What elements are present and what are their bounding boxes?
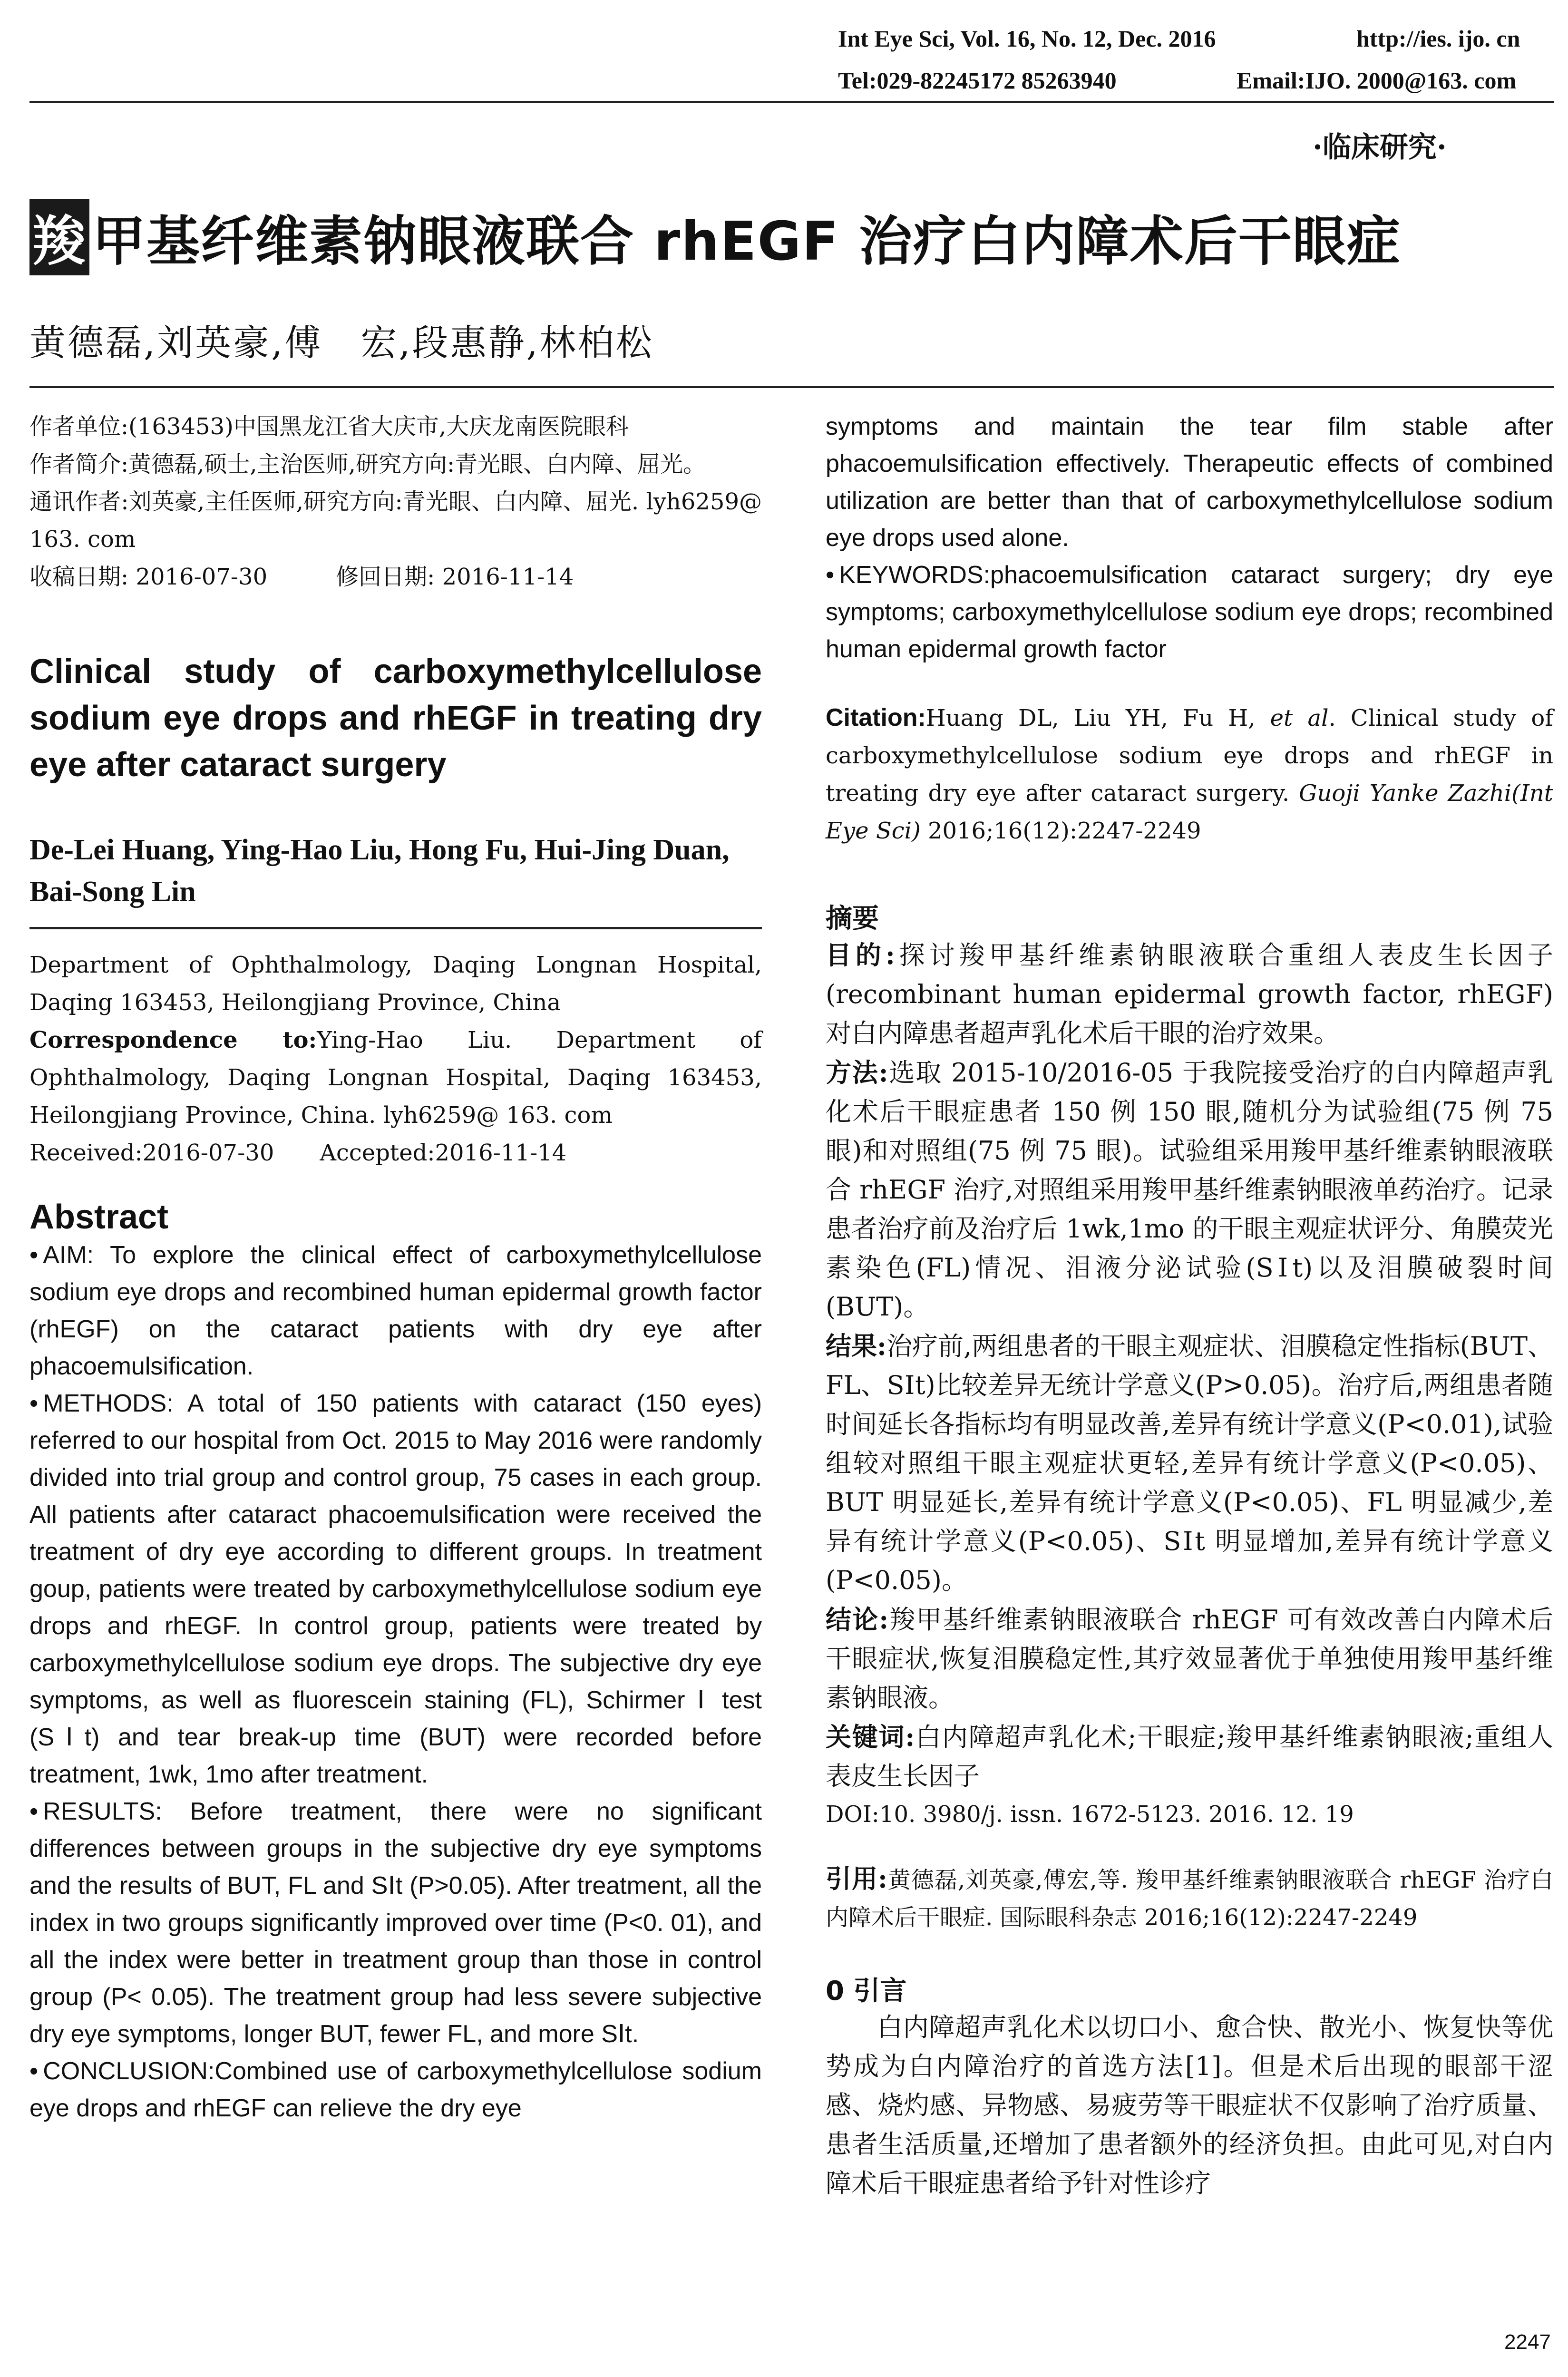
authors-en: De-Lei Huang, Ying-Hao Liu, Hong Fu, Hui-Jing Duan, Bai-Song Lin <box>29 834 730 908</box>
title-rule <box>29 386 1554 388</box>
conclusion-continued: symptoms and maintain the tear film stable after phacoemulsification effectively. Therapeutic effects of combined utilization are better than that of carboxymethylcellulose sodium eye drops used alone. <box>826 413 1553 552</box>
received-accepted-en: Received:2016-07-30 Accepted:2016-11-14 <box>29 1140 567 1166</box>
bullet-icon: • <box>29 1798 39 1825</box>
intro-section <box>826 1970 1553 2203</box>
correspondence-label: Correspondence to: <box>29 1027 317 1053</box>
zh-aim-text: 探讨羧甲基纤维素钠眼液联合重组人表皮生长因子(recombinant human epidermal growth factor, rhEGF)对白内障患者超声乳化术后干眼的治疗效果。 <box>826 940 1554 1048</box>
methods-text: A total of 150 patients with cataract (150 eyes) referred to our hospital from Oct. 2015 to May 2016 were randomly divided into trial group and control group, 75 cases in each group. All patients after cataract phacoemulsification were received the treatment of dry eye according to different groups. In treatment goup, patients were treated by carboxymethylcellulose sodium eye drops and rhEGF. In control group, patients were treated by carboxymethylcellulose sodium eye drops. The subjective dry eye symptoms, as well as fluorescein staining (FL), Schirmer Ⅰ test (SⅠt) and tear break-up time (BUT) were recorded before treatment, 1wk, 1mo after treatment. <box>29 1390 762 1788</box>
affiliation-block <box>29 408 762 596</box>
aim-text: To explore the clinical effect of carboxymethylcellulose sodium eye drops and recombined human epidermal growth factor (rhEGF) on the cataract patients with dry eye after phacoemulsification. <box>29 1241 762 1380</box>
citation-volume: 2016;16(12):2247-2249 <box>927 818 1201 844</box>
doi: DOI:10. 3980/j. issn. 1672-5123. 2016. 12. 19 <box>826 1801 1354 1828</box>
abstract-conclusion <box>29 2053 762 2127</box>
bullet-icon: • <box>826 561 835 589</box>
zh-results-text: 治疗前,两组患者的干眼主观症状、泪膜稳定性指标(BUT、FL、SⅠt)比较差异无统计学意义(P>0.05)。治疗后,两组患者随时间延长各指标均有明显改善,差异有统计学意义(P<0.01),试验组较对照组干眼主观症状更轻,差异有统计学意义(P<0.05)、BUT 明显延长,差异有统计学意义(P<0.05)、FL 明显减少,差异有统计学意义(P<0.05)、SⅠt 明显增加,差异有统计学意义(P<0.05)。 <box>826 1331 1553 1595</box>
title-en-block <box>29 648 762 788</box>
affiliation-line: 作者单位:(163453)中国黑龙江省大庆市,大庆龙南医院眼科 <box>29 413 629 440</box>
conclusion-text-col1: Combined use of carboxymethylcellulose sodium eye drops and rhEGF can relieve the dry eye <box>29 2057 762 2122</box>
received-dates-zh: 收稿日期: 2016-07-30 修回日期: 2016-11-14 <box>29 564 574 590</box>
page-number: 2247 <box>1504 2330 1551 2354</box>
department-en: Department of Ophthalmology, Daqing Longnan Hospital, Daqing 163453, Heilongjiang Province, China <box>29 952 762 1016</box>
abstract-en <box>29 1198 762 2127</box>
zh-methods-text: 选取 2015-10/2016-05 于我院接受治疗的白内障超声乳化术后干眼症患者 150 例 150 眼,随机分为试验组(75 例 75 眼)和对照组(75 例 75 眼)。试验组采用羧甲基纤维素钠眼液联合 rhEGF 治疗,对照组采用羧甲基纤维素钠眼液单药治疗。记录患者治疗前及治疗后 1wk,1mo 的干眼主观症状评分、角膜荧光素染色(FL)情况、泪液分泌试验(SⅠt)以及泪膜破裂时间(BUT)。 <box>826 1058 1554 1322</box>
authors-rule <box>29 927 762 929</box>
conclusion-label: CONCLUSION: <box>43 2057 215 2085</box>
zh-aim-label: 目的: <box>826 940 895 970</box>
zh-citation-text: 黄德磊,刘英豪,傅宏,等. 羧甲基纤维素钠眼液联合 rhEGF 治疗白内障术后干眼症. 国际眼科杂志 2016;16(12):2247-2249 <box>826 1867 1553 1931</box>
citation-authors: Huang DL, Liu YH, Fu H, <box>925 705 1256 731</box>
zh-methods <box>826 1053 1553 1326</box>
zh-aim <box>826 935 1553 1053</box>
abstract-zh-heading: 摘要 <box>826 903 879 934</box>
abstract-methods <box>29 1385 762 1793</box>
title-zh-rest: 甲基纤维素钠眼液联合 rhEGF 治疗白内障术后干眼症 <box>92 211 1401 273</box>
intro-heading: 0 引言 <box>826 1976 907 2007</box>
header-rule <box>29 101 1554 103</box>
corresponding-author: 通讯作者:刘英豪,主任医师,研究方向:青光眼、白内障、屈光. lyh6259@ 163. com <box>29 488 762 553</box>
results-label: RESULTS: <box>43 1798 162 1825</box>
citation-etal: et al <box>1270 705 1329 731</box>
zh-methods-label: 方法: <box>826 1057 888 1088</box>
zh-conclusion <box>826 1600 1553 1717</box>
journal-url: http://ies. ijo. cn <box>1356 25 1520 52</box>
correspondence-en <box>29 1022 762 1134</box>
intro-text: 白内障超声乳化术以切口小、愈合快、散光小、恢复快等优势成为白内障治疗的首选方法[1]。但是术后出现的眼部干涩感、烧灼感、异物感、易疲劳等干眼症状不仅影响了治疗质量、患者生活质量,还增加了患者额外的经济负担。由此可见,对白内障术后干眼症患者给予针对性诊疗 <box>826 2012 1553 2198</box>
citation-journal: Guoji Yanke Zazhi(Int Eye Sci) <box>826 780 1553 844</box>
section-tag: ·临床研究· <box>1313 131 1447 164</box>
zh-results-label: 结果: <box>826 1331 886 1361</box>
journal-email: Email:IJO. 2000@163. com <box>1237 67 1517 94</box>
zh-conclusion-text: 羧甲基纤维素钠眼液联合 rhEGF 可有效改善白内障术后干眼症状,恢复泪膜稳定性,其疗效显著优于单独使用羧甲基纤维素钠眼液。 <box>826 1605 1553 1713</box>
journal-tel: Tel:029-82245172 85263940 <box>838 67 1117 94</box>
citation-en <box>826 699 1553 850</box>
title-zh-first-char: 羧 <box>29 199 89 275</box>
authors-zh: 黄德磊,刘英豪,傅 宏,段惠静,林柏松 <box>29 321 654 364</box>
title-zh <box>29 199 1401 275</box>
title-en: Clinical study of carboxymethylcellulose sodium eye drops and rhEGF in treating dry eye after cataract surgery <box>29 653 762 784</box>
correspondence-text: Ying-Hao Liu. Department of Ophthalmology, Daqing Longnan Hospital, Daqing 163453, Heilongjiang Province, China. lyh6259@ 163. com <box>29 1027 762 1129</box>
citation-label: Citation: <box>826 704 926 731</box>
zh-results <box>826 1326 1553 1600</box>
right-column <box>826 408 1553 2203</box>
department-block <box>29 946 762 1172</box>
citation-title: . Clinical study of carboxymethylcellulose sodium eye drops and rhEGF in treating dry eye after cataract surgery. <box>826 705 1554 807</box>
zh-keywords-text: 白内障超声乳化术;干眼症;羧甲基纤维素钠眼液;重组人表皮生长因子 <box>826 1722 1554 1791</box>
left-column <box>29 408 762 2127</box>
zh-keywords <box>826 1717 1553 1796</box>
abstract-results <box>29 1793 762 2053</box>
bullet-icon: • <box>29 2057 39 2085</box>
abstract-heading: Abstract <box>29 1198 169 1236</box>
methods-label: METHODS: <box>43 1390 174 1417</box>
keywords-label: KEYWORDS: <box>839 561 991 589</box>
zh-conclusion-label: 结论: <box>826 1604 889 1635</box>
keywords-text: phacoemulsification cataract surgery; dry eye symptoms; carboxymethylcellulose sodium eye drops; recombined human epidermal growth factor <box>826 561 1553 663</box>
aim-label: AIM: <box>43 1241 94 1269</box>
abstract-keywords <box>826 556 1553 668</box>
zh-citation-label: 引用: <box>826 1863 887 1894</box>
bullet-icon: • <box>29 1241 39 1269</box>
bullet-icon: • <box>29 1390 39 1417</box>
citation-block <box>826 699 1553 850</box>
results-text: Before treatment, there were no significant differences between groups in the subjective dry eye symptoms and the results of BUT, FL and SⅠt (P>0.05). After treatment, all the index in two groups significantly improved over time (P<0. 01), and all the index were better in treatment group than those in control group (P< 0.05). The treatment group had less severe subjective dry eye symptoms, longer BUT, fewer FL, and more SⅠt. <box>29 1798 762 2048</box>
journal-volume-line: Int Eye Sci, Vol. 16, No. 12, Dec. 2016 <box>838 25 1216 52</box>
authors-en-block <box>29 829 762 913</box>
abstract-aim <box>29 1237 762 1385</box>
abstract-zh <box>826 897 1553 1833</box>
author-intro: 作者简介:黄德磊,硕士,主治医师,研究方向:青光眼、白内障、屈光。 <box>29 451 706 477</box>
zh-keywords-label: 关键词: <box>826 1722 915 1752</box>
zh-citation <box>826 1860 1553 1937</box>
zh-citation-block <box>826 1860 1553 1937</box>
